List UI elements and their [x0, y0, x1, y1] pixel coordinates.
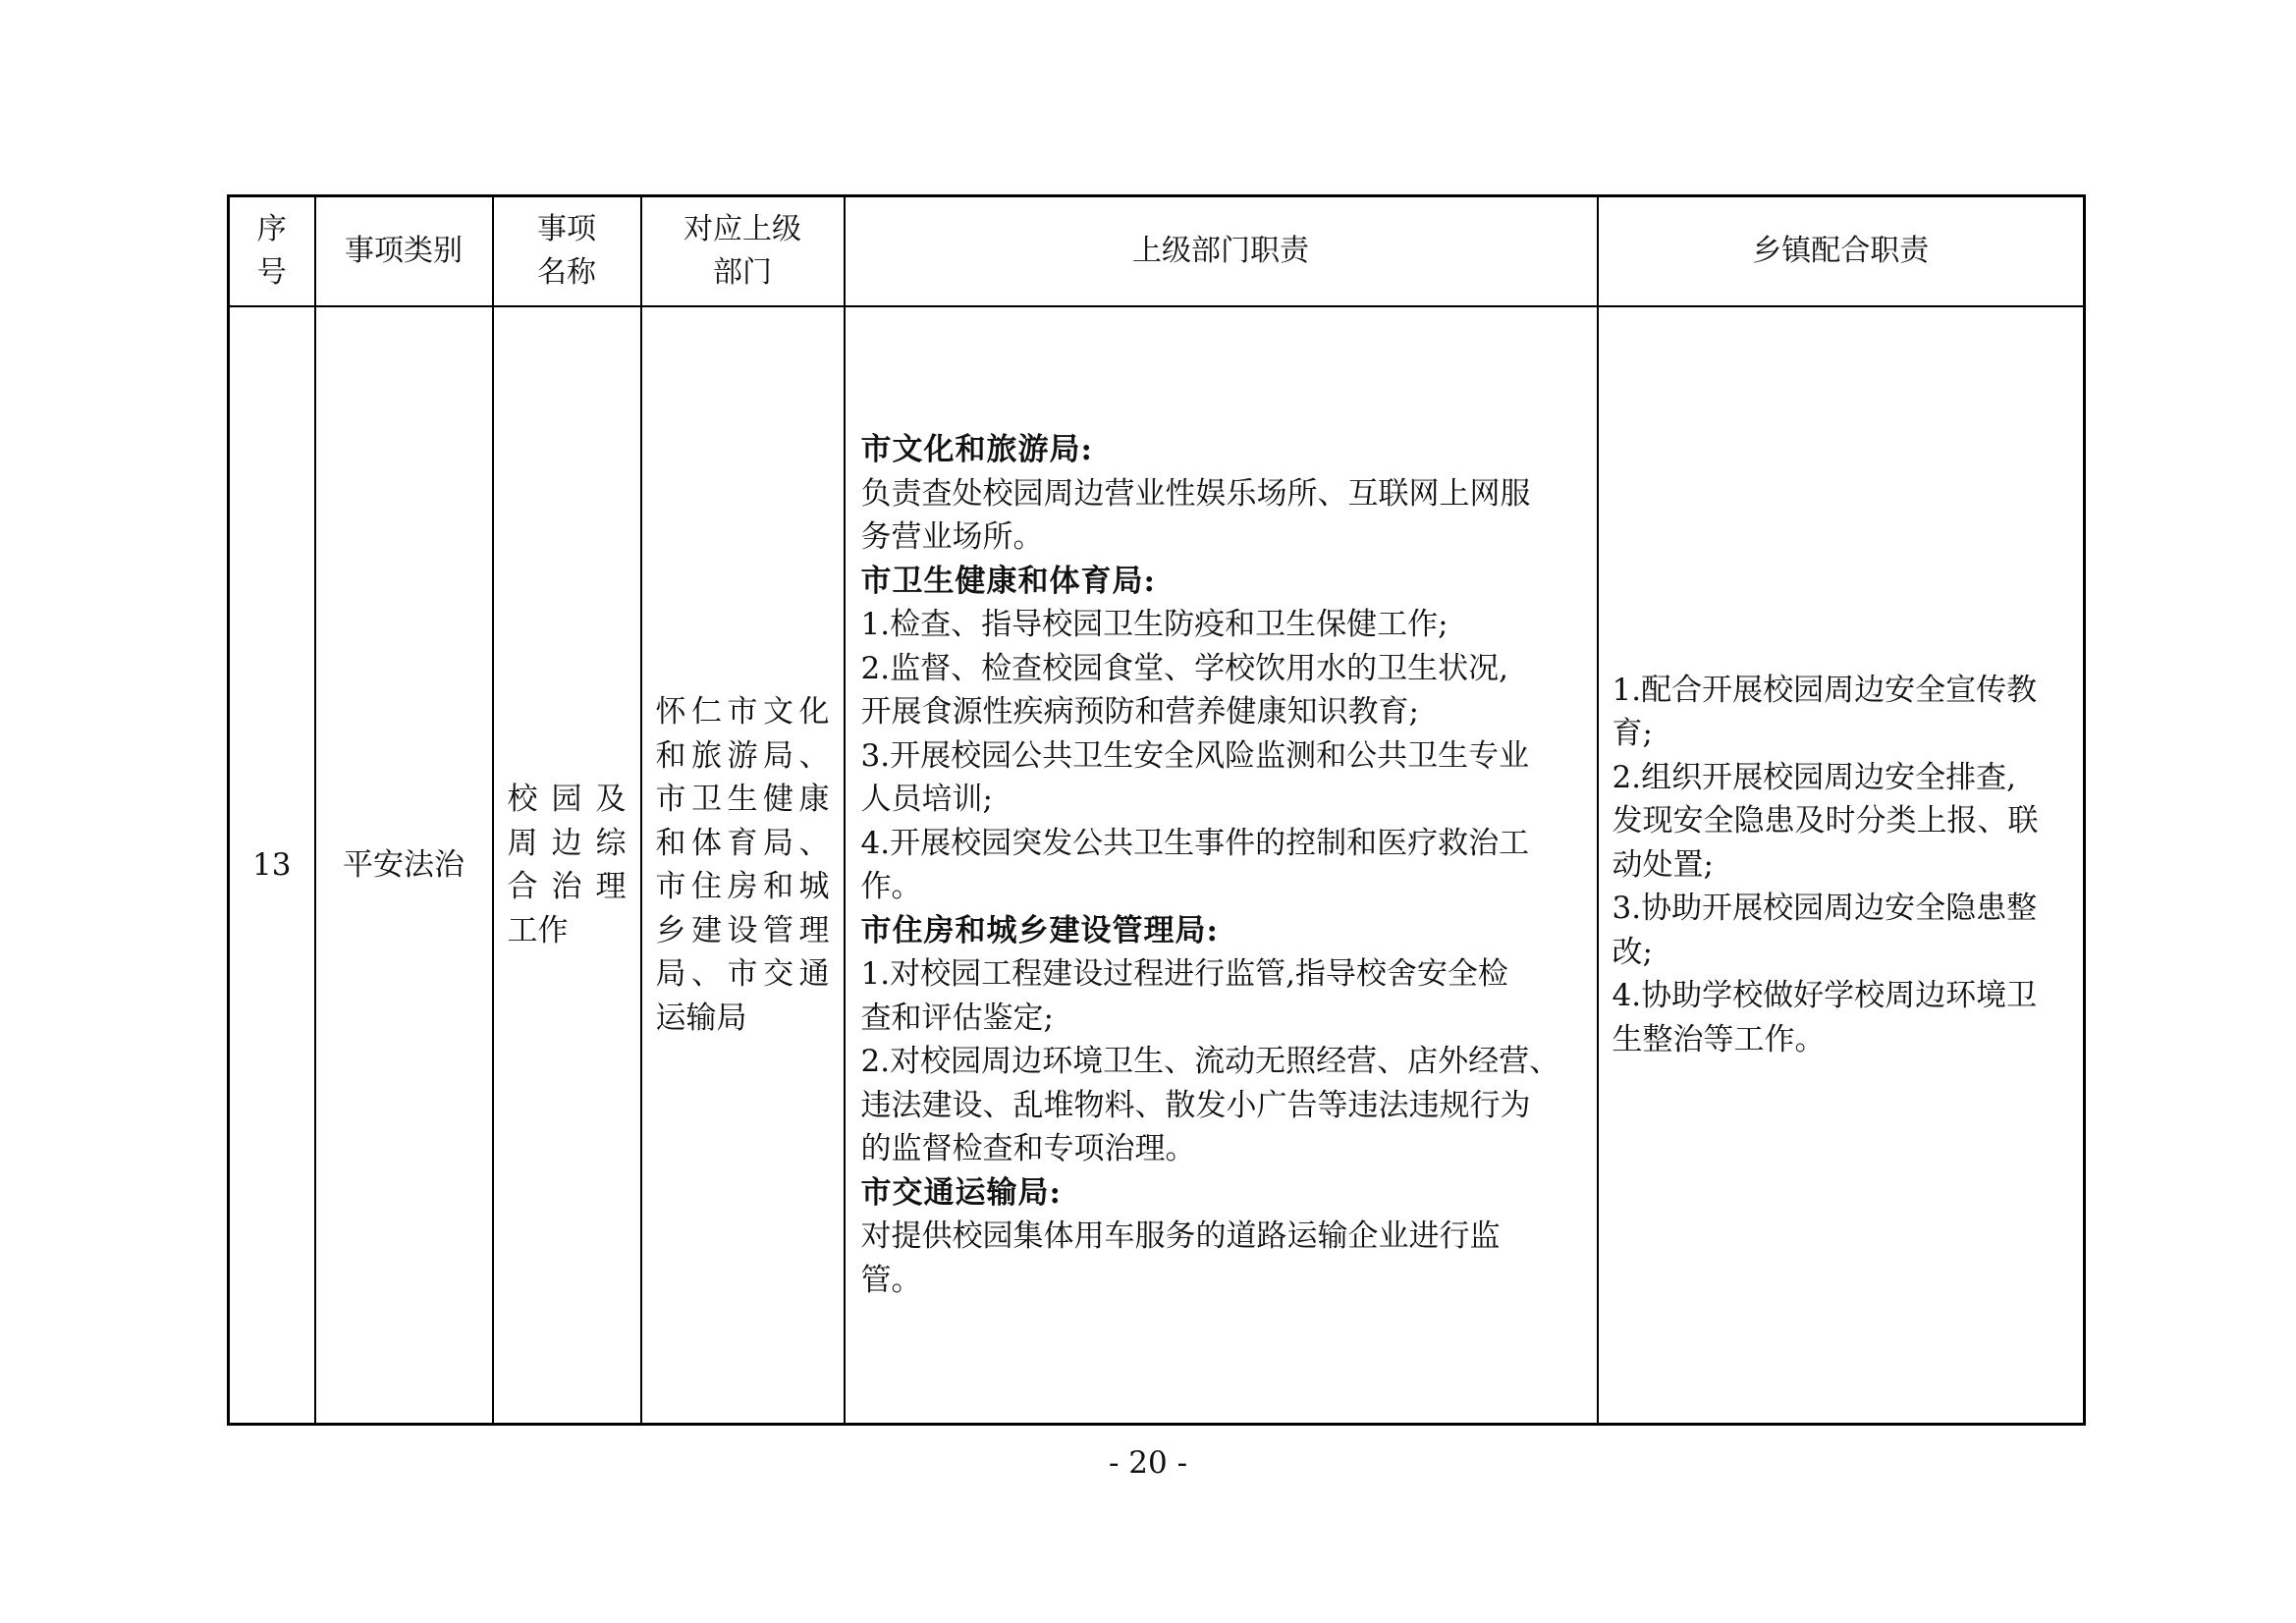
town-line: 育;	[1612, 716, 1653, 752]
duty-block-health	[861, 560, 1581, 909]
item-name-line: 合治理	[507, 869, 627, 904]
header-duty: 上级部门职责	[845, 196, 1598, 307]
duty-line: 作。	[860, 869, 922, 904]
town-line: 改;	[1612, 934, 1653, 970]
duty-line: 的监督检查和专项治理。	[860, 1131, 1196, 1166]
duty-line: 2.监督、检查校园食堂、学校饮用水的卫生状况,	[860, 650, 1508, 686]
duty-line: 务营业场所。	[860, 519, 1044, 555]
page-number: - 20 -	[1108, 1445, 1188, 1481]
duty-line: 开展食源性疾病预防和营养健康知识教育;	[860, 694, 1419, 730]
town-line: 发现安全隐患及时分类上报、联	[1612, 803, 2039, 839]
duty-heading: 市交通运输局:	[860, 1174, 1062, 1211]
duty-line: 1.检查、指导校园卫生防疫和卫生保健工作;	[860, 607, 1449, 642]
duty-line: 2.对校园周边环境卫生、流动无照经营、店外经营、	[860, 1044, 1560, 1079]
duty-heading: 市卫生健康和体育局:	[860, 563, 1156, 599]
town-line: 2.组织开展校园周边安全排查,	[1612, 759, 2016, 795]
dept-line: 和体育局、	[655, 825, 830, 861]
table-header-row	[229, 196, 2085, 307]
duty-block-transport	[861, 1171, 1581, 1303]
header-dept	[641, 196, 845, 307]
item-name-line: 工作	[507, 912, 569, 948]
row-dept	[641, 306, 845, 1425]
header-dept-line-1: 对应上级	[683, 212, 801, 246]
header-item-line-1: 事项	[537, 212, 596, 246]
header-no-line-1: 序	[256, 212, 287, 246]
dept-line: 怀仁市文化	[655, 694, 830, 730]
table-row	[229, 306, 2085, 1425]
row-town-duties	[1598, 306, 2085, 1425]
header-no	[229, 196, 315, 307]
header-category: 事项类别	[315, 196, 493, 307]
header-dept-line-2: 部门	[713, 255, 772, 290]
duty-line: 查和评估鉴定;	[860, 1000, 1054, 1036]
town-line: 3.协助开展校园周边安全隐患整	[1612, 891, 2038, 927]
dept-line: 乡建设管理	[655, 912, 830, 948]
duty-line: 4.开展校园突发公共卫生事件的控制和医疗救治工	[860, 825, 1530, 861]
header-no-line-2: 号	[256, 255, 287, 290]
row-duties	[845, 306, 1598, 1425]
dept-line: 和旅游局、	[655, 737, 830, 774]
header-town: 乡镇配合职责	[1598, 196, 2085, 307]
header-item	[493, 196, 641, 307]
duty-line: 管。	[860, 1262, 922, 1298]
dept-line: 运输局	[655, 1000, 747, 1036]
town-line: 4.协助学校做好学校周边环境卫	[1612, 978, 2038, 1014]
row-category: 平安法治	[315, 306, 493, 1425]
item-name-line: 周边综	[507, 825, 627, 861]
header-item-line-2: 名称	[537, 255, 596, 290]
duty-heading: 市住房和城乡建设管理局:	[860, 912, 1219, 948]
row-no: 13	[229, 306, 315, 1425]
row-item-name	[493, 306, 641, 1425]
duty-line: 违法建设、乱堆物料、散发小广告等违法违规行为	[860, 1087, 1531, 1123]
duty-line: 负责查处校园周边营业性娱乐场所、互联网上网服	[860, 475, 1531, 512]
duty-line: 对提供校园集体用车服务的道路运输企业进行监	[860, 1218, 1501, 1254]
duty-line: 人员培训;	[860, 782, 993, 817]
duty-line: 3.开展校园公共卫生安全风险监测和公共卫生专业	[860, 737, 1530, 774]
dept-line: 市住房和城	[655, 869, 830, 904]
duty-block-housing	[861, 909, 1581, 1171]
duty-table	[227, 194, 2086, 1426]
dept-line: 市卫生健康	[655, 782, 830, 817]
duty-line: 1.对校园工程建设过程进行监管,指导校舍安全检	[860, 956, 1508, 992]
duty-heading: 市文化和旅游局:	[860, 432, 1093, 467]
duty-block-culture	[861, 428, 1581, 560]
town-line: 生整治等工作。	[1612, 1021, 1826, 1057]
town-line: 动处置;	[1612, 846, 1714, 883]
town-line: 1.配合开展校园周边安全宣传教	[1612, 672, 2038, 708]
item-name-line: 校园及	[507, 782, 627, 817]
dept-line: 局、市交通	[655, 956, 830, 992]
